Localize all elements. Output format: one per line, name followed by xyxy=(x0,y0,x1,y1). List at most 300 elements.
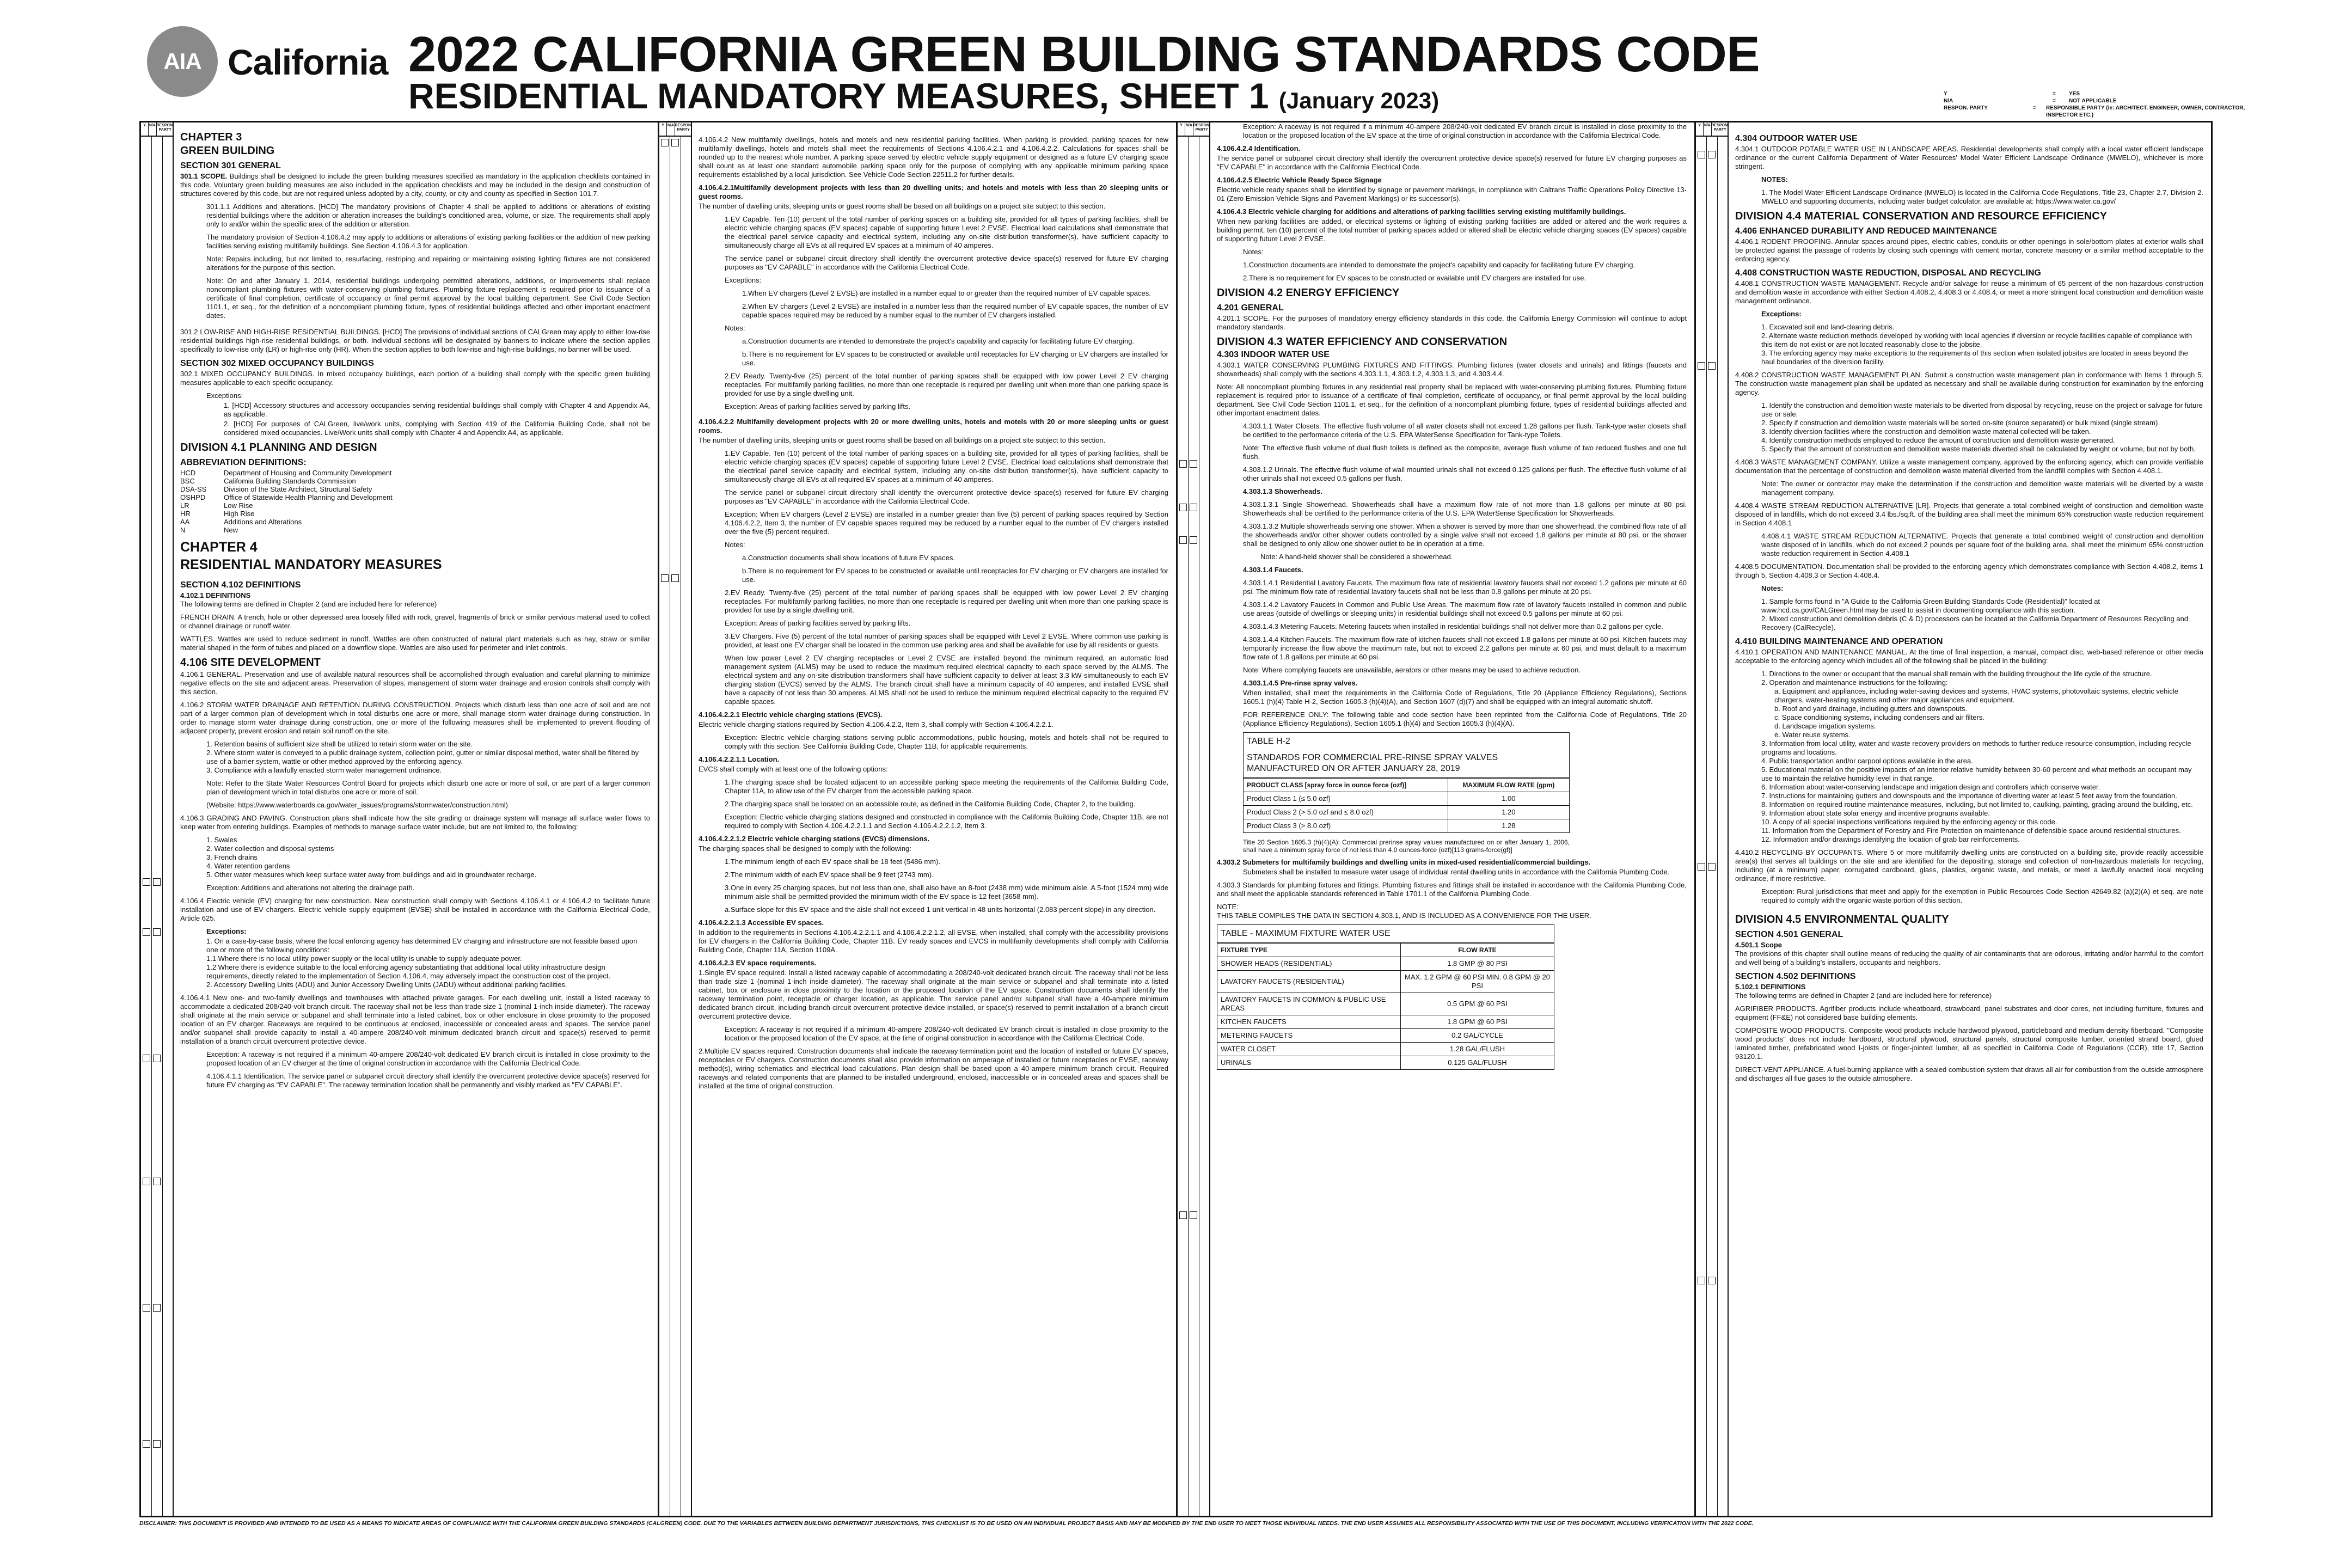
column-3 xyxy=(1178,122,1696,1516)
yes-checkbox[interactable] xyxy=(143,878,150,886)
note-2: 2.There is no requirement for EV spaces to be constructed or available until EV chargers are installed for use. xyxy=(1243,274,1587,282)
note-label: NOTE: xyxy=(1217,903,1239,911)
yes-checkbox[interactable] xyxy=(1698,151,1705,158)
list-item: 4. Public transportation and/or carpool options available in the area. xyxy=(1761,757,1973,765)
submeters-heading: 4.303.2 Submeters for multifamily buildings and dwelling units in mixed-used residential/commercial buildings. xyxy=(1217,858,1591,866)
abbr-definition: Division of the State Architect, Structural Safety xyxy=(224,485,372,493)
ev-ready-exception: Exception: Areas of parking facilities served by parking lifts. xyxy=(725,402,911,411)
operation-maintenance-manual: 4.410.1 OPERATION AND MAINTENANCE MANUAL. At the time of final inspection, a manual, compact disc, web-based reference or other media acceptable to the enforcing agency which includes all of the following shall be placed in the building: xyxy=(1735,648,2203,665)
waste-management-company: 4.408.3 WASTE MANAGEMENT COMPANY. Utilize a waste management company, approved by the enforcing agency, which can provide verifiable documentation that the percentage of construction and demolition waste material diverted from the landfill complies with Section 4.408.1. xyxy=(1735,458,2203,475)
table-cell: KITCHEN FAUCETS xyxy=(1217,1015,1401,1029)
table-note: THIS TABLE COMPILES THE DATA IN SECTION 4.303.1, AND IS INCLUDED AS A CONVENIENCE FOR THE USER. xyxy=(1217,911,1591,920)
location-exception: Exception: Electric vehicle charging stations designed and constructed in compliance with the California Building Code, Chapter 11B, are not required to comply with Section 4.106.4.2.2.1.1 and Section 4.106.4.2.2.1.2, Item 3. xyxy=(725,813,1168,830)
list-item: 1. Directions to the owner or occupant that the manual shall remain with the building throughout the life cycle of the structure. xyxy=(1761,670,2152,678)
column-header: FIXTURE TYPE xyxy=(1217,944,1401,957)
urinals: 4.303.1.2 Urinals. The effective flush volume of wall mounted urinals shall not exceed 0.125 gallons per flush. The effective flush volume of all other urinals shall not exceed 0.5 gallons per flush. xyxy=(1243,465,1687,482)
definition-agrifiber: AGRIFIBER PRODUCTS. Agrifiber products include wheatboard, strawboard, panel substrates and door cores, not including furniture, fixtures and equipment (FF&E) not considered base building elements. xyxy=(1735,1004,2203,1021)
ev-ready-exception: Exception: Areas of parking facilities served by parking lifts. xyxy=(725,619,911,627)
multiple-ev-spaces: 2.Multiple EV spaces required. Construction documents shall indicate the raceway termination point and the location of installed or future EV spaces, receptacles or EV chargers. Construction documents shall also provide information on amperage of installed or future receptacles or EVSE, raceway method(s), wiring schematics and electrical load calculations. Plan design shall be based upon a 40-ampere minimum branch circuit. Required raceways and related components that are planned to be installed underground, enclosed, inaccessible or in concealed areas and spaces shall be installed at the time of original construction. xyxy=(699,1047,1168,1090)
table-row xyxy=(1217,971,1554,993)
legend-equals: = xyxy=(2053,91,2056,97)
checklist-column-lines xyxy=(1706,137,1718,1516)
table-cell: 1.8 GPM @ 60 PSI xyxy=(1400,1015,1554,1029)
ev-ready: 2.EV Ready. Twenty-five (25) percent of the total number of parking spaces shall be equipped with low power Level 2 EV charging receptacles. For multifamily parking facilities, no more than one receptacle is required per dwelling unit when more than one parking space is provided for use by a single dwelling unit. xyxy=(725,372,1168,397)
chapter-4-title: RESIDENTIAL MANDATORY MEASURES xyxy=(180,557,442,572)
mwelo-note: 1. The Model Water Efficient Landscape Ordinance (MWELO) is located in the California Code Regulations, Title 23, Chapter 2.7, Division 2. MWELO and supporting documents, including water budget calculator, are available at: https://www.water.ca.gov/ xyxy=(1761,188,2203,205)
list-item: 9. Information about state solar energy and incentive programs available. xyxy=(1761,809,1990,817)
legend-equals: = xyxy=(2053,98,2056,104)
section-4-106-4-2-1: 4.106.4.2.1Multifamily development projects with less than 20 dwelling units; and hotels and motels with less than 20 sleeping units or guest rooms. xyxy=(699,183,1168,200)
list-item: 6. Information about water-conserving landscape and irrigation design and controllers which conserve water. xyxy=(1761,783,2100,791)
legend-value: YES xyxy=(2069,91,2080,97)
grading-methods xyxy=(180,836,650,879)
submeters-text: Submeters shall be installed to measure water usage of individual rental dwelling units in accordance with the California Plumbing Code. xyxy=(1243,868,1670,876)
abbreviations-heading: ABBREVIATION DEFINITIONS: xyxy=(180,458,307,467)
list-item: 1. Sample forms found in "A Guide to the California Green Building Standards Code (Residential)" located at www.hcd.ca.gov/CALGreen.html may be used to assist in documenting compliance with this section. xyxy=(1761,597,2100,614)
column-header: PRODUCT CLASS [spray force in ounce force (ozf)] xyxy=(1244,779,1448,792)
alms-text: When low power Level 2 EV charging receptacles or Level 2 EVSE are installed beyond the minimum required, an automatic load management system (ALMS) may be used to reduce the maximum required electrical capacity to each space served by the ALMS. The electrical system and any on-site distribution transformers shall have sufficient capacity to deliver at least 3.3 kW simultaneously to each EV charging station (EVCS) served by the ALMS. The branch circuit shall have a minimum capacity of 40 amperes, and installed EVSE shall have a capacity of not less than 30 amperes. ALMS shall not be used to reduce the minimum required electrical capacity to the required EV capable spaces. xyxy=(725,654,1168,706)
list-item: 7. Instructions for maintaining gutters and downspouts and the importance of diverting water at least 5 feet away from the foundation. xyxy=(1761,792,2177,800)
yes-checkbox[interactable] xyxy=(143,1304,150,1312)
ev-space-requirements-heading: 4.106.4.2.3 EV space requirements. xyxy=(699,959,817,967)
checklist-gutter xyxy=(659,122,692,1516)
section-4-410-heading: 4.410 BUILDING MAINTENANCE AND OPERATION xyxy=(1735,637,1943,646)
note-plumbing-fixtures: Note: All noncompliant plumbing fixtures in any residential real property shall be replaced with water-conserving plumbing fixtures. Plumbing fixture replacement is required prior to issuance of a certificate of final completion, certificate of occupancy, or final permit approval by the local building department. See Civil Code Section 1101.1, et seq., for the definition of a noncompliant plumbing fixture, types of residential buildings affected and other important enactment dates. xyxy=(1217,383,1687,417)
list-item: 12. Information and/or drawings identifying the location of grab bar reinforcements. xyxy=(1761,835,2020,843)
page-subtitle xyxy=(408,75,1439,117)
single-showerhead: 4.303.1.3.1 Single Showerhead. Showerheads shall have a maximum flow rate of not more than 1.8 gallons per minute at 80 psi. Showerheads shall be certified to the performance criteria of the U.S. EPA WaterSense Specification for Showerheads. xyxy=(1243,500,1687,517)
table-cell: LAVATORY FAUCETS (RESIDENTIAL) xyxy=(1217,971,1401,993)
exceptions-label: Exceptions: xyxy=(1761,310,1802,318)
accessible-text: In addition to the requirements in Sections 4.106.4.2.2.1.1 and 4.106.4.2.2.1.2, all EVSE, when installed, shall comply with the accessibility provisions for EV chargers in the California Building Code, Chapter 11B. EV ready spaces and EVCS in multifamily developments shall comply with California Building Code, Chapter 11A, Section 1109A. xyxy=(699,928,1168,954)
location-option-1: 1.The charging space shall be located adjacent to an accessible parking space meeting the requirements of the California Building Code, Chapter 11A, to allow use of the EV charger from the accessible parking space. xyxy=(725,778,1168,795)
checklist-header xyxy=(1696,122,1729,137)
abbr-definition: New xyxy=(224,526,238,534)
abbr-term: BSC xyxy=(180,477,195,485)
abbr-definition: Department of Housing and Community Development xyxy=(224,469,392,477)
na-checkbox[interactable] xyxy=(153,1304,161,1312)
table-cell: 1.28 GAL/FLUSH xyxy=(1400,1043,1554,1056)
checklist-column-lines xyxy=(670,137,681,1516)
table-cell: 1.00 xyxy=(1448,792,1569,806)
section-301-1-1: 301.1.1 Additions and alterations. [HCD] The mandatory provisions of Chapter 4 shall be applied to additions or alterations of existing residential buildings where the addition or alteration increases the building's conditioned area, volume, or size. The requirements shall apply only to and/or within the specific area of the addition or alteration. xyxy=(206,203,650,228)
legend-value: RESPONSIBLE PARTY (ie: ARCHITECT, ENGINEER, OWNER, CONTRACTOR, INSPECTOR ETC.) xyxy=(2046,105,2245,118)
table-row xyxy=(1217,1056,1554,1070)
section-301-1 xyxy=(180,172,650,198)
legend-value: NOT APPLICABLE xyxy=(2069,98,2117,104)
table-row xyxy=(1244,806,1570,819)
note-1: 1.Construction documents are intended to demonstrate the project's capability and capacity for facilitating future EV charging. xyxy=(1243,261,1636,269)
scope-heading: 4.501.1 Scope xyxy=(1735,941,1782,949)
table-header-row xyxy=(1217,944,1554,957)
table-cell: URINALS xyxy=(1217,1056,1401,1070)
table-cell: Product Class 1 (≤ 5.0 ozf) xyxy=(1244,792,1448,806)
section-302-1: 302.1 MIXED OCCUPANCY BUILDINGS. In mixed occupancy buildings, each portion of a building shall comply with the specific green building measures applicable to each specific occupancy. xyxy=(180,370,650,387)
dimension-2: 2.The minimum width of each EV space shall be 9 feet (2743 mm). xyxy=(725,871,934,879)
list-item: 8. Information on required routine maintenance measures, including, but not limited to, caulking, painting, grading around the building, etc. xyxy=(1761,800,2193,808)
checklist-gutter xyxy=(1696,122,1729,1516)
evcs-text: Electric vehicle charging stations required by Section 4.106.4.2.2, Item 3, shall comply with Section 4.106.4.2.2.1. xyxy=(699,720,1054,728)
evcs-heading: 4.106.4.2.2.1 Electric vehicle charging stations (EVCS). xyxy=(699,710,883,719)
list-item: 1. Retention basins of sufficient size shall be utilized to retain storm water on the site. xyxy=(206,740,473,748)
header-responsible-party: RESPON. PARTY xyxy=(156,124,174,132)
na-checkbox[interactable] xyxy=(1708,863,1716,871)
identification-text: The service panel or subpanel circuit directory shall identify the overcurrent protective device space(s) reserved for future EV charging purposes as "EV CAPABLE" in accordance with the California Electrical Code. xyxy=(1217,154,1687,171)
evcs-exception: Exception: Electric vehicle charging stations serving public accommodations, public housing, motels and hotels shall not be required to comply with this section. See California Building Code, Chapter 11B, for applicable requirements. xyxy=(725,733,1168,750)
revision-date: (January 2023) xyxy=(1278,88,1440,113)
section-4-106-4-2-2-text: The number of dwelling units, sleeping units or guest rooms shall be based on all buildings on a project site subject to this section. xyxy=(699,436,1106,444)
section-4-201-heading: 4.201 GENERAL xyxy=(1217,303,1284,313)
na-checkbox[interactable] xyxy=(153,1178,161,1185)
exceptions-label: Exceptions: xyxy=(725,276,762,284)
section-4-303-heading: 4.303 INDOOR WATER USE xyxy=(1217,350,1330,359)
list-item: d. Landscape irrigation systems. xyxy=(1774,722,1876,730)
header-na: N/A xyxy=(149,122,156,136)
column-4 xyxy=(1696,122,2211,1516)
section-4-303-3: 4.303.3 Standards for plumbing fixtures and fittings. Plumbing fixtures and fittings shall be installed in accordance with the California Plumbing Code, and shall meet the applicable standards referenced in Table 1701.1 of the California Plumbing Code. xyxy=(1217,881,1687,898)
na-checkbox[interactable] xyxy=(1190,1211,1197,1219)
for-reference-only: FOR REFERENCE ONLY: The following table and code section have been reprinted from the California Code of Regulations, Title 20 (Appliance Efficiency Regulations), Section 1605.1 (h)(4) and Section 1605.3 (h)(4)(A). xyxy=(1243,710,1687,727)
logo-text: California xyxy=(228,42,388,82)
list-item: e. Water reuse systems. xyxy=(1774,731,1851,739)
list-item: 3. The enforcing agency may make exceptions to the requirements of this section when isolated jobsites are located in areas beyond the haul boundaries of the diversion facility. xyxy=(1761,349,2188,366)
division-4-5-heading: DIVISION 4.5 ENVIRONMENTAL QUALITY xyxy=(1735,914,1949,926)
na-checkbox[interactable] xyxy=(1708,362,1716,370)
table-h2-label: TABLE H-2 xyxy=(1247,737,1290,746)
checklist-header xyxy=(1178,122,1210,137)
section-301-1-1-mandatory: The mandatory provision of Section 4.106.4.2 may apply to additions or alterations of existing parking facilities or the addition of new parking facilities serving existing multifamily buildings. See Section 4.106.4.3 for application. xyxy=(206,233,650,250)
abbr-definition: Low Rise xyxy=(224,501,253,510)
abbr-term: AA xyxy=(180,518,190,526)
section-302-heading: SECTION 302 MIXED OCCUPANCY BUILDINGS xyxy=(180,359,374,368)
definitions-subheading: 5.102.1 DEFINITIONS xyxy=(1735,983,1806,991)
aia-logo-mark: AIA xyxy=(147,26,218,97)
fixture-table-grid xyxy=(1217,943,1554,1070)
legend-key: N/A xyxy=(1944,98,1953,104)
header-responsible-party: RESPON. PARTY xyxy=(1193,124,1211,132)
single-ev-space-exception: Exception: A raceway is not required if a minimum 40-ampere 208/240-volt dedicated EV branch circuit is installed in close proximity to the location or the proposed location of the EV space, at the time of original construction in accordance with the California Electrical Code. xyxy=(725,1025,1168,1042)
section-301-1-text: Buildings shall be designed to include the green building measures specified as mandatory in the application checklists contained in this code. Voluntary green building measures are also included in the application checklists and may be included in the design and construction of structures covered by this code, but are not required unless adopted by a city, county, or city and county as specified in Section 101.7. xyxy=(180,172,650,198)
water-closets-note: Note: The effective flush volume of dual flush toilets is defined as the composite, average flush volume of two reduced flushes and one full flush. xyxy=(1243,444,1687,461)
list-item: a. Equipment and appliances, including water-saving devices and systems, HVAC systems, photovoltaic systems, electric vehicle chargers, water-heating systems and other major appliances and equipment. xyxy=(1774,687,2178,704)
waste-stream-reduction: 4.408.4 WASTE STREAM REDUCTION ALTERNATIVE [LR]. Projects that generate a total combined weight of construction and demolition waste disposed of in landfills, which do not exceed 3.4 lbs./sq.ft. of the building area shall meet the minimum 65% construction waste reduction requirement in Section 4.408.1 xyxy=(1735,501,2203,527)
list-item: 4. Water retention gardens xyxy=(206,862,290,870)
definition-direct-vent: DIRECT-VENT APPLIANCE. A fuel-burning appliance with a sealed combustion system that draws all air for combustion from the outside atmosphere and discharges all flue gases to the outside atmosphere. xyxy=(1735,1065,2203,1082)
abbr-term: LR xyxy=(180,501,189,510)
list-item: 1. Identify the construction and demolition waste materials to be diverted from disposal by recycling, reuse on the project or salvage for future use or sale. xyxy=(1761,401,2203,418)
section-4-106-4-2-1-text: The number of dwelling units, sleeping units or guest rooms shall be based on all buildings on a project site subject to this section. xyxy=(699,202,1106,210)
notes-label: Notes: xyxy=(725,324,745,332)
section-301-1-label: 301.1 SCOPE. xyxy=(180,172,228,180)
dimension-1: 1.The minimum length of each EV space shall be 18 feet (5486 mm). xyxy=(725,857,940,866)
na-checkbox[interactable] xyxy=(1708,1277,1716,1284)
table-cell: Product Class 3 (> 8.0 ozf) xyxy=(1244,819,1448,833)
yes-checkbox[interactable] xyxy=(143,1440,150,1448)
list-item: 3. Compliance with a lawfully enacted storm water management ordinance. xyxy=(206,766,442,774)
header-yes: Y xyxy=(141,122,149,136)
chapter-3-title: GREEN BUILDING xyxy=(180,145,275,157)
table-cell: MAX. 1.2 GPM @ 60 PSI MIN. 0.8 GPM @ 20 PSI xyxy=(1400,971,1554,993)
chapter-4-heading: CHAPTER 4 xyxy=(180,540,258,555)
column-3-text xyxy=(1217,122,1687,1511)
dimension-3: 3.One in every 25 charging spaces, but not less than one, shall also have an 8-foot (2438 mm) wide minimum aisle. A 5-foot (1524 mm) wide minimum aisle shall be permitted provided the minimum width of the EV space is 12 feet (3658 mm). xyxy=(725,884,1168,901)
page-title: 2022 CALIFORNIA GREEN BUILDING STANDARDS CODE xyxy=(408,27,1760,82)
signage-heading: 4.106.4.2.5 Electric Vehicle Ready Space Signage xyxy=(1217,176,1382,184)
list-item: b. Roof and yard drainage, including gutters and downspouts. xyxy=(1774,705,1968,713)
note-a: a.Construction documents are intended to demonstrate the project's capability and capacity for facilitating future EV charging. xyxy=(742,337,1135,345)
checklist-column-lines xyxy=(1188,137,1199,1516)
ev-capable: 1.EV Capable. Ten (10) percent of the total number of parking spaces on a building site, provided for all types of parking facilities, shall be electric vehicle charging spaces (EV spaces) capable of supporting future Level 2 EVSE. Electrical load calculations shall demonstrate that the electrical panel service capacity and electrical system, including any on-site distribution transformer(s), have sufficient capacity to simultaneously charge all EVs at all required EV spaces at a minimum of 40 amperes. xyxy=(725,215,1168,249)
list-item: 2. Where storm water is conveyed to a public drainage system, collection point, gutter or similar disposal method, water shall be filtered by use of a barrier system, wattle or other method approved by the enforcing agency. xyxy=(206,749,639,765)
table-cell: 0.5 GPM @ 60 PSI xyxy=(1400,993,1554,1015)
recycling-exception: Exception: Rural jurisdictions that meet and apply for the exemption in Public Resources Code Section 42649.82 (a)(2)(A) et seq. are note required to comply with the organic waste portion of this section. xyxy=(1761,887,2203,904)
note-repairs: Note: Repairs including, but not limited to, resurfacing, restriping and repairing or maintaining existing lighting fixtures are not considered alterations for the purpose of this section. xyxy=(206,255,650,272)
dimensions-heading: 4.106.4.2.2.1.2 Electric vehicle charging stations (EVCS) dimensions. xyxy=(699,835,930,843)
checklist-sheet xyxy=(139,121,2213,1517)
table-cell: WATER CLOSET xyxy=(1217,1043,1401,1056)
water-closets: 4.303.1.1 Water Closets. The effective flush volume of all water closets shall not exceed 1.28 gallons per flush. Tank-type water closets shall be certified to the performance criteria of the U.S. EPA WaterSense Specification for Tank-type Toilets. xyxy=(1243,422,1687,439)
ev-capable-directory: The service panel or subpanel circuit directory shall identify the overcurrent protective device space(s) reserved for future EV charging purposes as "EV CAPABLE" in accordance with the California Electrical Code. xyxy=(725,254,1168,271)
documentation: 4.408.5 DOCUMENTATION. Documentation shall be provided to the enforcing agency which demonstrates compliance with Section 4.408.2, items 1 through 5, Section 4.408.3 or Section 4.408.4. xyxy=(1735,562,2203,579)
section-4-106-4-1: 4.106.4.1 New one- and two-family dwellings and townhouses with attached private garages. For each dwelling unit, install a listed raceway to accommodate a dedicated 208/240-volt branch circuit. The raceway shall not be less than trade size 1 (nominal 1-inch inside diameter). The raceway shall originate at the main service or subpanel and shall terminate into a listed cabinet, box or other enclosure in close proximity to the proposed location of an EV charger. Raceways are required to be continuous at enclosed, inaccessible or concealed areas and spaces. The service panel and/or subpanel shall provide capacity to install a 40-ampere 208/240-volt minimum dedicated branch circuit and space(s) reserved to permit installation of a branch circuit overcurrent protective device. xyxy=(180,994,650,1045)
list-item: 2. Mixed construction and demolition debris (C & D) processors can be located at the California Department of Resources Recycling and Recovery (CalRecycle). xyxy=(1761,615,2188,632)
list-item: 1. Excavated soil and land-clearing debris. xyxy=(1761,323,1895,331)
section-4-304-1: 4.304.1 OUTDOOR POTABLE WATER USE IN LANDSCAPE AREAS. Residential developments shall comply with a local water efficient landscape ordinance or the current California Department of Water Resources' Model Water Efficient Landscape Ordinance (MWELO), whichever is more stringent. xyxy=(1735,145,2203,170)
yes-checkbox[interactable] xyxy=(143,1055,150,1062)
abbreviation-list xyxy=(180,469,650,534)
accessible-heading: 4.106.4.2.2.1.3 Accessible EV spaces. xyxy=(699,918,824,927)
fixture-table-title: TABLE - MAXIMUM FIXTURE WATER USE xyxy=(1217,924,1554,943)
table-row xyxy=(1217,1029,1554,1043)
abbr-term: OSHPD xyxy=(180,493,206,501)
na-checkbox[interactable] xyxy=(153,878,161,886)
note-water-board: Note: Refer to the State Water Resources Control Board for projects which disturb one acre or more of soil, or are part of a larger common plan of development which in total disturbs one acre or more of soil. xyxy=(206,779,650,796)
yes-checkbox[interactable] xyxy=(1179,504,1187,511)
na-checkbox[interactable] xyxy=(153,928,161,936)
table-row xyxy=(1217,993,1554,1015)
exceptions-label: Exceptions: xyxy=(206,927,247,935)
section-4-106-4-3-text: When new parking facilities are added, or electrical systems or lighting of existing parking facilities are added or altered and the work requires a building permit, ten (10) percent of the total number of parking spaces added or altered shall be electric vehicle charging spaces (EV spaces) capable of supporting future Level 2 EVSE. xyxy=(1217,217,1687,243)
section-4-501-heading: SECTION 4.501 GENERAL xyxy=(1735,930,1843,939)
definition-composite-wood: COMPOSITE WOOD PRODUCTS. Composite wood products include hardwood plywood, particleboard and medium density fiberboard. "Composite wood products" does not include hardboard, structural plywood, structural panels, structural composite lumber, oriented strand board, glued laminated timber, prefabricated wood I-joists or finger-jointed lumber, all as specified in California Code of Regulations (CCR), title 17, Section 93120.1. xyxy=(1735,1026,2203,1061)
list-item: 1.2 Where there is evidence suitable to the local enforcing agency substantiating that additional local utility infrastructure design requirements, directly related to the implementation of Section 4.106.4, may adversely impact the construction cost of the project. xyxy=(206,963,611,980)
header-na: N/A xyxy=(667,122,675,136)
section-4-106-1: 4.106.1 GENERAL. Preservation and use of available natural resources shall be accomplished through evaluation and careful planning to minimize negative effects on the site and adjacent areas. Preservation of slopes, management of storm water drainage and erosion controls shall comply with this section. xyxy=(180,670,650,696)
yes-checkbox[interactable] xyxy=(661,574,669,582)
list-item: 3. French drains xyxy=(206,853,258,861)
definition-wattles: WATTLES. Wattles are used to reduce sediment in runoff. Wattles are often constructed of natural plant materials such as hay, straw or similar material shaped in the form of tubes and placed on a downflow slope. Wattles are also used for perimeter and inlet controls. xyxy=(180,635,650,652)
checklist-gutter xyxy=(1178,122,1210,1516)
list-item: 2. Alternate waste reduction methods developed by working with local agencies if diversion or recycle facilities capable of compliance with this item do not exist or are not located reasonably close to the jobsite. xyxy=(1761,332,2192,348)
yes-checkbox[interactable] xyxy=(1698,1277,1705,1284)
dimensions-text: The charging spaces shall be designed to comply with the following: xyxy=(699,844,911,853)
header-yes: Y xyxy=(1696,122,1704,136)
ev-capable-directory: The service panel or subpanel circuit directory shall identify the overcurrent protective device space(s) reserved for future EV charging purposes as "EV CAPABLE" in accordance with the California Electrical Code. xyxy=(725,488,1168,505)
section-4-406-heading: 4.406 ENHANCED DURABILITY AND REDUCED MAINTENANCE xyxy=(1735,226,1997,236)
table-row xyxy=(1217,1015,1554,1029)
yes-checkbox[interactable] xyxy=(143,928,150,936)
section-4-106-heading: 4.106 SITE DEVELOPMENT xyxy=(180,657,321,669)
list-item: 3. Identify diversion facilities where the construction and demolition waste material collected will be taken. xyxy=(1761,427,2091,436)
dimension-3a: a.Surface slope for this EV space and the aisle shall not exceed 1 unit vertical in 48 units horizontal (2.083 percent slope) in any direction. xyxy=(725,905,1156,914)
table-h2-footnote: Title 20 Section 1605.3 (h)(4)(A): Commercial prerinse spray values manufactured on or after January 1, 2006, shall have a minimum spray force of not less than 4.0 ounces-force (ozf)[113 grams-force(gf)] xyxy=(1243,838,1570,854)
yes-checkbox[interactable] xyxy=(1179,536,1187,544)
notes-label: NOTES: xyxy=(1761,175,1788,183)
waste-management-plan: 4.408.2 CONSTRUCTION WASTE MANAGEMENT PLAN. Submit a construction waste management plan in conformance with Items 1 through 5. The construction waste management plan shall be updated as necessary and shall be available during construction for examination by the enforcing agency. xyxy=(1735,371,2203,396)
column-2 xyxy=(659,122,1178,1516)
list-item: 1. On a case-by-case basis, where the local enforcing agency has determined EV charging and infrastructure are not feasible based upon one or more of the following conditions: xyxy=(206,937,638,954)
residential-lavatory-faucets: 4.303.1.4.1 Residential Lavatory Faucets. The maximum flow rate of residential lavatory faucets shall not exceed 1.2 gallons per minute at 60 psi. The minimum flow rate of residential lavatory faucets shall not be less than 0.8 gallons per minute at 20 psi. xyxy=(1243,579,1687,596)
table-row xyxy=(1217,1043,1554,1056)
definitions-subheading: 4.102.1 DEFINITIONS xyxy=(180,591,251,599)
section-4-106-4-3: 4.106.4.3 Electric vehicle charging for additions and alterations of parking facilities serving existing multifamily buildings. xyxy=(1217,207,1626,216)
ev-ready-20plus: 2.EV Ready. Twenty-five (25) percent of the total number of parking spaces shall be equipped with low power Level 2 EV charging receptacles. For multifamily parking facilities, no more than one receptacle is required per dwelling unit when more than one parking space is provided for use by a single dwelling unit. xyxy=(725,589,1168,614)
na-checkbox[interactable] xyxy=(671,139,679,146)
column-header: MAXIMUM FLOW RATE (gpm) xyxy=(1448,779,1569,792)
table-cell: 1.28 xyxy=(1448,819,1569,833)
table-header-row xyxy=(1244,779,1570,792)
metering-faucets: 4.303.1.4.3 Metering Faucets. Metering faucets when installed in residential buildings shall not deliver more than 0.2 gallons per cycle. xyxy=(1243,622,1663,630)
table-row xyxy=(1217,957,1554,971)
header-responsible-party: RESPON. PARTY xyxy=(675,124,693,132)
section-4-106-4: 4.106.4 Electric vehicle (EV) charging for new construction. New construction shall comply with Sections 4.106.4.1 or 4.106.4.2 to facilitate future installation and use of EV chargers. Electric vehicle supply equipment (EVSE) shall be installed in accordance with the California Electrical Code, Article 625. xyxy=(180,897,650,922)
list-item: 2. Accessory Dwelling Units (ADU) and Junior Accessory Dwelling Units (JADU) without additional parking facilities. xyxy=(206,981,567,989)
na-checkbox[interactable] xyxy=(153,1055,161,1062)
section-4-408-heading: 4.408 CONSTRUCTION WASTE REDUCTION, DISPOSAL AND RECYCLING xyxy=(1735,268,2041,278)
abbr-term: DSA-SS xyxy=(180,485,207,493)
disclaimer: DISCLAIMER: THIS DOCUMENT IS PROVIDED AND INTENDED TO BE USED AS A MEANS TO INDICATE AREAS OF COMPLIANCE WITH THE CALIFORNIA GREEN BUILDING STANDARDS (CALGREEN) CODE. DUE TO THE VARIABLES BETWEEN BUILDING DEPARTMENT JURISDICTIONS, THIS CHECKLIST IS TO BE USED ON AN INDIVIDUAL PROJECT BASIS AND MAY BE MODIFIED BY THE END USER TO MEET THOSE INDIVIDUAL NEEDS. THE END USER ASSUMES ALL RESPONSIBILITY ASSOCIATED WITH THE USE OF THIS DOCUMENT, INCLUDING VERIFICATION WITH THE 2022 CODE. xyxy=(139,1520,1754,1527)
list-item: 5. Other water measures which keep surface water away from buildings and aid in groundwater recharge. xyxy=(206,871,537,879)
abbr-definition: Office of Statewide Health Planning and Development xyxy=(224,493,393,501)
header-yes: Y xyxy=(1178,122,1185,136)
yes-checkbox[interactable] xyxy=(1179,1211,1187,1219)
abbr-term: N xyxy=(180,526,186,534)
table-cell: LAVATORY FAUCETS IN COMMON & PUBLIC USE AREAS xyxy=(1217,993,1401,1015)
identification-heading: 4.106.4.2.4 Identification. xyxy=(1217,144,1301,152)
section-4-106-4-2-2: 4.106.4.2.2 Multifamily development projects with 20 or more dwelling units, hotels and motels with 20 or more sleeping units or guest rooms. xyxy=(699,418,1168,434)
table-h2 xyxy=(1243,732,1570,854)
section-4-106-4-1-exception: Exception: A raceway is not required if a minimum 40-ampere 208/240-volt dedicated EV branch circuit is installed in close proximity to the proposed location of an EV charger at the time of original construction in accordance with the California Electrical Code. xyxy=(206,1050,650,1067)
list-item: 11. Information from the Department of Forestry and Fire Protection on maintenance of defensible space around residential structures. xyxy=(1761,826,2181,835)
division-4-4-heading: DIVISION 4.4 MATERIAL CONSERVATION AND RESOURCE EFFICIENCY xyxy=(1735,210,2108,222)
exception-2: 2. [HCD] For purposes of CALGreen, live/work units, complying with Section 419 of the California Building Code, shall not be considered mixed occupancies. Live/Work units shall comply with Chapter 4 and Appendix A4, as applicable. xyxy=(224,420,650,437)
header-yes: Y xyxy=(659,122,667,136)
yes-checkbox[interactable] xyxy=(143,1178,150,1185)
single-ev-space: 1.Single EV space required. Install a listed raceway capable of accommodating a 208/240-volt dedicated branch circuit. The raceway shall not be less than trade size 1 (nominal 1-inch inside diameter). The raceway shall originate at the main service or subpanel and shall terminate into a listed cabinet, box or enclosure in close proximity to the location or the proposed location of the EV space. Construction documents shall identify the raceway termination point, receptacle or charger location, as applicable. The service panel and/or subpanel shall have a 40-ampere minimum dedicated branch circuit, including branch circuit overcurrent protective device installed, or space(s) reserved to permit installation of a branch circuit overcurrent protective device. xyxy=(699,969,1168,1020)
na-checkbox[interactable] xyxy=(1190,504,1197,511)
section-4-106-4-2: 4.106.4.2 New multifamily dwellings, hotels and motels and new residential parking facilities. When parking is provided, parking spaces for new multifamily dwellings, hotels and motels shall meet the requirements of Sections 4.106.4.2.1 and 4.106.4.2.2. Calculations for spaces shall be rounded up to the nearest whole number. A parking space served by electric vehicle supply equipment or designed as a future EV charging space shall count as at least one standard automobile parking space only for the purpose of complying with any applicable minimum parking space requirements established by a local jurisdiction. See Vehicle Code Section 22511.2 for further details. xyxy=(699,136,1168,179)
ev-chargers: 3.EV Chargers. Five (5) percent of the total number of parking spaces shall be equipped with Level 2 EVSE. Where common use parking is provided, at least one EV charger shall be located in the common use parking area and shall be available for use by all residents or guests. xyxy=(725,632,1168,649)
documentation-notes xyxy=(1735,597,2203,632)
exceptions-label: Exceptions: xyxy=(206,391,243,400)
notes-label: Notes: xyxy=(1243,248,1264,256)
table-cell: 0.125 GAL/FLUSH xyxy=(1400,1056,1554,1070)
division-4-2-heading: DIVISION 4.2 ENERGY EFFICIENCY xyxy=(1217,287,1400,299)
legend-key: Y xyxy=(1944,91,1947,97)
section-301-2: 301.2 LOW-RISE AND HIGH-RISE RESIDENTIAL BUILDINGS. [HCD] The provisions of individual sections of CALGreen may apply to either low-rise residential buildings high-rise residential buildings, or both. Individual sections will be designated by banners to indicate where the section applies specifically to low-rise only (LR) or high-rise only (HR). When the section applies to both low-rise and high-rise buildings, no banner will be used. xyxy=(180,328,650,353)
legend-equals: = xyxy=(2032,105,2036,111)
note-a: a.Construction documents shall show locations of future EV spaces. xyxy=(742,554,955,562)
list-item: 2. Water collection and disposal systems xyxy=(206,844,334,853)
faucets-heading: 4.303.1.4 Faucets. xyxy=(1243,566,1303,574)
legend-row xyxy=(1944,105,2249,119)
ev-capable-20plus: 1.EV Capable. Ten (10) percent of the total number of parking spaces on a building site, provided for all types of parking facilities, shall be electric vehicle charging spaces (EV spaces) capable of supporting future Level 2 EVSE. Electrical load calculations shall demonstrate that the electrical panel service capacity and electrical system, including any on-site distribution transformer(s), have sufficient capacity to simultaneously charge all EVs at all required EV spaces at a minimum of 40 amperes. xyxy=(725,449,1168,483)
abbr-definition: High Rise xyxy=(224,510,255,518)
kitchen-faucets: 4.303.1.4.4 Kitchen Faucets. The maximum flow rate of kitchen faucets shall not exceed 1.8 gallons per minute at 60 psi. Kitchen faucets may temporarily increase the flow above the maximum rate, but not to exceed 2.2 gallons per minute at 60 psi, and must default to a maximum flow rate of 1.8 gallons per minute at 60 psi. xyxy=(1243,635,1687,661)
header-na: N/A xyxy=(1185,122,1193,136)
yes-checkbox[interactable] xyxy=(1179,460,1187,468)
division-4-1-heading: DIVISION 4.1 PLANNING AND DESIGN xyxy=(180,442,377,454)
list-item: 1.1 Where there is no local utility power supply or the local utility is unable to supply adequate power. xyxy=(206,954,522,963)
exception-2: 2.When EV chargers (Level 2 EVSE) are installed in a number less than the required number of EV capable spaces, the number of EV capable spaces required may be reduced by a number equal to the number of EV chargers installed. xyxy=(742,302,1168,319)
table-cell: 1.8 GMP @ 80 PSI xyxy=(1400,957,1554,971)
showerheads-heading: 4.303.1.3 Showerheads. xyxy=(1243,487,1322,495)
list-item: 1. Swales xyxy=(206,836,237,844)
na-checkbox[interactable] xyxy=(153,1440,161,1448)
storm-water-measures xyxy=(180,740,650,775)
table-h2-title xyxy=(1243,732,1570,778)
table-h2-grid xyxy=(1243,778,1570,833)
legend-key: RESPON. PARTY xyxy=(1944,105,1988,111)
list-item: 10. A copy of all special inspections verifications required by the enforcing agency or this code. xyxy=(1761,818,2057,826)
list-item: 3. Information from local utility, water and waste recovery providers on methods to further reduce resource consumption, including recycle programs and locations. xyxy=(1761,739,2191,756)
ev-exceptions xyxy=(180,937,650,989)
yes-checkbox[interactable] xyxy=(1698,863,1705,871)
na-checkbox[interactable] xyxy=(671,574,679,582)
column-1-text xyxy=(180,127,650,1511)
list-item: 2. Specify if construction and demolition waste materials will be sorted on-site (source separated) or bulk mixed (single stream). xyxy=(1761,419,2160,427)
legend-row xyxy=(1944,97,2249,105)
checklist-header xyxy=(141,122,174,137)
definitions-intro: The following terms are defined in Chapter 2 (and are included here for reference) xyxy=(180,600,437,608)
table-h2-subtitle: STANDARDS FOR COMMERCIAL PRE-RINSE SPRAY VALVES MANUFACTURED ON OR AFTER JANUARY 28, 2019 xyxy=(1247,753,1498,773)
exception-1: 1.When EV chargers (Level 2 EVSE) are installed in a number equal to or greater than the required number of EV capable spaces. xyxy=(742,289,1151,297)
definition-french-drain: FRENCH DRAIN. A trench, hole or other depressed area loosely filled with rock, gravel, fragments of brick or similar pervious material used to collect or channel drainage or runoff water. xyxy=(180,613,650,630)
section-4-106-3: 4.106.3 GRADING AND PAVING. Construction plans shall indicate how the site grading or drainage system will manage all surface water flows to keep water from entering buildings. Examples of methods to manage surface water include, but are not limited to, the following: xyxy=(180,814,650,831)
aia-california-logo xyxy=(147,26,452,97)
showerhead-note: Note: A hand-held shower shall be considered a showerhead. xyxy=(1260,553,1453,561)
pre-rinse-text: When installed, shall meet the requirements in the California Code of Regulations, Title 20 (Appliance Efficiency Regulations), Sections 1605.1 (h)(4) Table H-2, Section 1605.3 (h)(4)(A), and Section 1607 (d)(7) and shall be equipped with an integral automatic shutoff. xyxy=(1243,689,1687,706)
subtitle-text: RESIDENTIAL MANDATORY MEASURES, SHEET 1 xyxy=(408,76,1269,116)
list-item: 2. Operation and maintenance instructions for the following: xyxy=(1761,678,1948,687)
pre-rinse-heading: 4.303.1.4.5 Pre-rinse spray valves. xyxy=(1243,679,1358,687)
section-4-102-heading: SECTION 4.102 DEFINITIONS xyxy=(180,580,301,590)
ev-capable-exception: Exception: When EV chargers (Level 2 EVSE) are installed in a number greater than five (5) percent of parking spaces required by Section 4.106.4.2.2, Item 3, the number of EV capable spaces required may be reduced by a number equal to the number of EV chargers installed over the five (5) percent required. xyxy=(725,510,1168,536)
common-lavatory-faucets: 4.303.1.4.2 Lavatory Faucets in Common and Public Use Areas. The maximum flow rate of lavatory faucets installed in common and public use areas (outside of dwellings or sleeping units) in residential buildings shall not exceed 0.5 gallons per minute at 60 psi. xyxy=(1243,601,1687,617)
na-checkbox[interactable] xyxy=(1190,460,1197,468)
section-301-heading: SECTION 301 GENERAL xyxy=(180,161,281,170)
scope-text: The provisions of this chapter shall outline means of reducing the quality of air contaminants that are odorous, irritating and/or harmful to the comfort and well being of a building's installers, occupants and neighbors. xyxy=(1735,950,2203,966)
note-plumbing: Note: On and after January 1, 2014, residential buildings undergoing permitted alterations, additions, or improvements shall replace noncompliant plumbing fixtures with water-conserving plumbing fixtures. Plumbing fixture replacement is required prior to issuance of a certificate of final completion, certificate of occupancy or final permit approval by the local building department. See Civil Code Section 1101.1, et seq., for the definition of a noncompliant plumbing fixture, types of residential buildings affected and other important enactment dates. xyxy=(206,277,650,320)
na-checkbox[interactable] xyxy=(1708,151,1716,158)
column-2-text xyxy=(699,127,1168,1511)
column-1 xyxy=(141,122,659,1516)
yes-checkbox[interactable] xyxy=(661,139,669,146)
na-checkbox[interactable] xyxy=(1190,536,1197,544)
notes-label: Notes: xyxy=(1761,584,1784,592)
checklist-legend xyxy=(1944,90,2249,119)
recycling-by-occupants: 4.410.2 RECYCLING BY OCCUPANTS. Where 5 or more multifamily dwelling units are constructed on a building site, provide readily accessible area(s) that serves all buildings on the site and are identified for the depositing, storage and collection of non-hazardous materials for recycling, including (at a minimum) paper, corrugated cardboard, glass, plastics, organic waste, and metals, or meet a lawfully enacted local recycling ordinance, if more restrictive. xyxy=(1735,848,2203,883)
fixture-water-use-table xyxy=(1217,924,1554,1070)
yes-checkbox[interactable] xyxy=(1698,362,1705,370)
waste-stream-reduction-alt: 4.408.4.1 WASTE STREAM REDUCTION ALTERNATIVE. Projects that generate a total combined weight of construction and demolition waste disposed of in landfills, which do not exceed 2 pounds per square foot of the building area, shall meet the minimum 65% construction waste reduction requirement in Section 4.408.1 xyxy=(1761,532,2203,558)
section-4-106-4-1-1: 4.106.4.1.1 Identification. The service panel or subpanel circuit directory shall identify the overcurrent protective device space(s) reserved for future EV charging as "EV CAPABLE". The raceway termination location shall be permanently and visibly marked as "EV CAPABLE". xyxy=(206,1072,650,1089)
section-4-304-heading: 4.304 OUTDOOR WATER USE xyxy=(1735,134,1858,143)
section-4-201-1: 4.201.1 SCOPE. For the purposes of mandatory energy efficiency standards in this code, the California Energy Commission will continue to adopt mandatory standards. xyxy=(1217,314,1687,331)
table-cell: SHOWER HEADS (RESIDENTIAL) xyxy=(1217,957,1401,971)
construction-waste-management: 4.408.1 CONSTRUCTION WASTE MANAGEMENT. Recycle and/or salvage for reuse a minimum of 65 percent of the non-hazardous construction and demolition waste in accordance with either Section 4.408.2, 4.408.3 or 4.408.4, or meet a more stringent local construction and demolition waste management ordinance. xyxy=(1735,279,2203,305)
rodent-proofing: 4.406.1 RODENT PROOFING. Annular spaces around pipes, electric cables, conduits or other openings in sole/bottom plates at exterior walls shall be protected against the passage of rodents by closing such openings with cement mortar, concrete masonry or a similar method acceptable to the enforcing agency. xyxy=(1735,237,2203,263)
